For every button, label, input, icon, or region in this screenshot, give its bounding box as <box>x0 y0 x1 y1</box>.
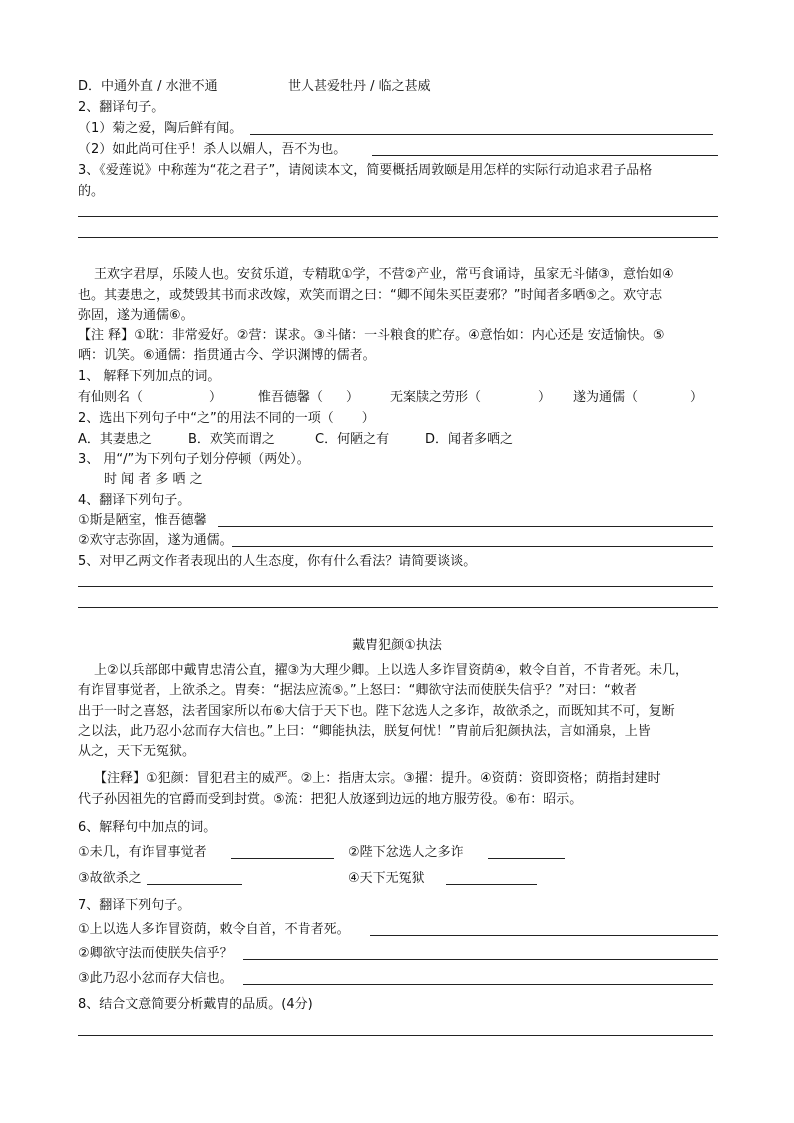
option-d-right: 世人甚爱牡丹 / 临之甚威 <box>288 79 431 94</box>
answer-line <box>232 546 713 547</box>
question-5-heading: 5、对甲乙两文作者表现出的人生态度，你有什么看法？请简要谈谈。 <box>78 554 477 569</box>
passage-2-line-1: 王欢字君厚，乐陵人也。安贫乐道，专精耽①学，不营②产业，常丐食诵诗，虽家无斗储③，意怡如④ <box>94 267 674 282</box>
answer-line <box>78 607 718 608</box>
question-2b-option-d: D．闻者多哂之 <box>425 432 514 447</box>
passage-3-title: 戴胄犯颜①执法 <box>352 638 442 653</box>
passage-2-line-2: 也。其妻患之，或焚毁其书而求改嫁，欢笑而谓之曰：“卿不闻朱买臣妻邪？”时闻者多哂⑤之。欢守志 <box>78 288 663 303</box>
question-6-heading: 6、解释句中加点的词。 <box>78 820 217 835</box>
answer-line <box>243 959 718 960</box>
annotation-3-line-1: 【注释】①犯颜：冒犯君主的威严。②上：指唐太宗。③擢：提升。④资荫：资即资格；荫指封建时 <box>94 771 661 786</box>
passage-3-line-2: 有诈冒事觉者，上欲杀之。胄奏：“据法应流⑤。”上怒曰：“卿欲守法而使朕失信乎？”对曰：“敕者 <box>78 683 637 698</box>
question-1-item-3: 无案牍之劳形（ <box>390 390 482 405</box>
answer-line <box>488 858 565 859</box>
question-4-heading: 4、翻译下列句子。 <box>78 493 191 508</box>
option-d-left: D．中通外直 / 水泄不通 <box>78 79 218 94</box>
question-7-heading: 7、翻译下列句子。 <box>78 898 191 913</box>
question-6-item-3: ③故欲杀之 <box>78 871 142 886</box>
question-1-item-3-close: ） <box>538 390 552 405</box>
answer-line <box>370 935 718 936</box>
answer-line <box>243 984 713 985</box>
question-2b-option-b: B．欢笑而谓之 <box>188 432 275 447</box>
question-6-item-4: ④天下无冤狱 <box>348 871 425 886</box>
question-3b-sentence: 时 闻 者 多 哂 之 <box>104 472 203 487</box>
answer-line <box>147 884 242 885</box>
annotation-3-line-2: 代子孙因祖先的官爵而受到封赏。⑤流：把犯人放逐到边远的地方服劳役。⑥布：昭示。 <box>78 792 583 807</box>
question-7-item-2: ②卿欲守法而使朕失信乎？ <box>78 946 233 961</box>
answer-line <box>78 216 718 217</box>
passage-3-line-4: 之以法，此乃忍小忿而存大信也。”上曰：“卿能执法，朕复何忧！”胄前后犯颜执法，言如涌泉，上皆 <box>78 724 651 739</box>
question-2-heading: 2、翻译句子。 <box>78 100 165 115</box>
question-3-line-2: 的。 <box>78 184 105 199</box>
question-3-line-1: 3、《爱莲说》中称莲为“花之君子”，请阅读本文，简要概括周敦颐是用怎样的实际行动追求君子品格 <box>78 163 653 178</box>
passage-2-line-3: 弥固，遂为通儒⑥。 <box>78 308 194 323</box>
question-1-item-4-close: ） <box>690 390 704 405</box>
answer-line <box>231 858 334 859</box>
question-7-item-1: ①上以选人多诈冒资荫，敕令自首，不肯者死。 <box>78 922 350 937</box>
passage-3-line-3: 出于一时之喜怒，法者国家所以布⑥大信于天下也。陛下忿选人之多诈，故欲杀之，而既知其不可，复断 <box>78 704 675 719</box>
question-6-item-1: ①未几，有诈冒事觉者 <box>78 845 207 860</box>
question-1-item-1: 有仙则名（ <box>78 390 144 405</box>
answer-line <box>250 134 713 135</box>
question-8-heading: 8、结合文意简要分析戴胄的品质。(4分) <box>78 997 313 1012</box>
question-1-item-1-close: ） <box>209 390 223 405</box>
question-1-item-4: 遂为通儒（ <box>573 390 639 405</box>
answer-line <box>446 884 537 885</box>
annotation-2-line-2: 哂：讥笑。⑥通儒：指贯通古今、学识渊博的儒者。 <box>78 348 376 363</box>
answer-line <box>372 155 718 156</box>
question-1-item-2: 惟吾德馨（ <box>258 390 324 405</box>
question-1-item-2-close: ） <box>346 390 360 405</box>
answer-line <box>78 586 713 587</box>
question-2-item-2: （2）如此尚可住乎！杀人以媚人，吾不为也。 <box>78 142 347 157</box>
question-2-item-1: （1）菊之爱，陶后鲜有闻。 <box>78 121 243 136</box>
passage-3-line-5: 从之，天下无冤狱。 <box>78 744 196 759</box>
question-3b-heading: 3、 用“/”为下列句子划分停顿（两处）。 <box>78 452 310 467</box>
annotation-2-line-1: 【注 释】①耽：非常爱好。②营：谋求。③斗储：一斗粮食的贮存。④意怡如：内心还是 安适愉快。⑤ <box>78 328 665 343</box>
question-6-item-2: ②陛下忿选人之多诈 <box>348 845 464 860</box>
answer-line <box>78 237 718 238</box>
question-2b-option-a: A．其妻患之 <box>78 432 152 447</box>
question-1-heading: 1、 解释下列加点的词。 <box>78 369 221 384</box>
question-2b-option-c: C．何陋之有 <box>315 432 390 447</box>
passage-3-line-1: 上②以兵部郎中戴胄忠清公直，擢③为大理少卿。上以选人多诈冒资荫④，敕令自首，不肯者死。未几， <box>94 663 688 678</box>
question-4-item-2: ②欢守志弥固，遂为通儒。 <box>78 533 233 548</box>
answer-line <box>218 526 713 527</box>
question-4-item-1: ①斯是陋室，惟吾德馨 <box>78 513 207 528</box>
question-7-item-3: ③此乃忍小忿而存大信也。 <box>78 971 233 986</box>
answer-line <box>78 1035 713 1036</box>
question-2b-heading: 2、选出下列句子中“之”的用法不同的一项（ ） <box>78 411 375 426</box>
